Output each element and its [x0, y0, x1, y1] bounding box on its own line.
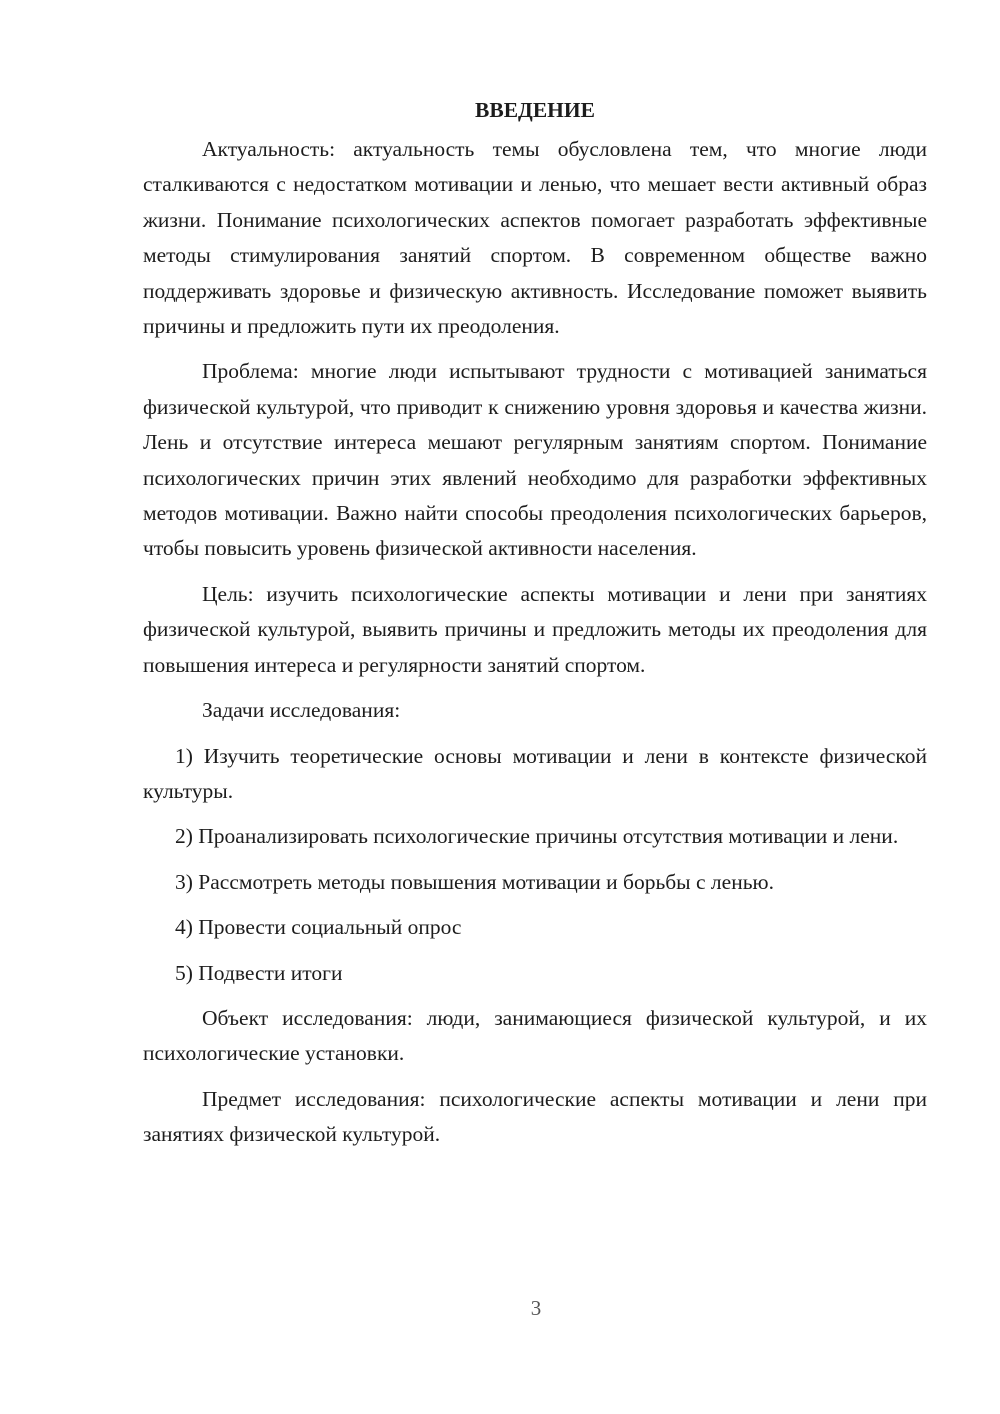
- page-number: 3: [530, 1296, 542, 1320]
- task-item-5: 5) Подвести итоги: [175, 960, 343, 985]
- goal-paragraph: Цель: изучить психологические аспекты мотивации и лени при занятиях физической культурой, выявить причины и предложить методы их преодоления для повышения интереса и регулярности занятий спортом.: [143, 581, 927, 677]
- task-item-3: 3) Рассмотреть методы повышения мотивации и борьбы с ленью.: [175, 869, 774, 894]
- relevance-paragraph: Актуальность: актуальность темы обусловлена тем, что многие люди сталкиваются с недостатком мотивации и ленью, что мешает вести активный образ жизни. Понимание психологических аспектов помогает разработать эффективные методы стимулирования занятий спортом. В современном обществе важно поддерживать здоровье и физическую активность. Исследование поможет выявить причины и предложить пути их преодоления.: [143, 137, 927, 339]
- task-item-2: 2) Проанализировать психологические причины отсутствия мотивации и лени.: [175, 824, 899, 849]
- section-title: ВВЕДЕНИЕ: [475, 98, 595, 122]
- subject-paragraph: Предмет исследования: психологические аспекты мотивации и лени при занятиях физической культурой.: [143, 1086, 927, 1147]
- task-item-4: 4) Провести социальный опрос: [175, 915, 462, 940]
- tasks-list: [143, 739, 927, 991]
- document-page: [143, 92, 927, 1153]
- task-item-1: 1) Изучить теоретические основы мотивации и лени в контексте физической культуры.: [143, 743, 927, 803]
- object-paragraph: Объект исследования: люди, занимающиеся физической культурой, и их психологические установки.: [143, 1005, 927, 1066]
- tasks-heading: Задачи исследования:: [202, 698, 401, 723]
- problem-paragraph: Проблема: многие люди испытывают трудности с мотивацией заниматься физической культурой, что приводит к снижению уровня здоровья и качества жизни. Лень и отсутствие интереса мешают регулярным занятиям спортом. Понимание психологических причин этих явлений необходимо для разработки эффективных методов мотивации. Важно найти способы преодоления психологических барьеров, чтобы повысить уровень физической активности населения.: [143, 359, 927, 561]
